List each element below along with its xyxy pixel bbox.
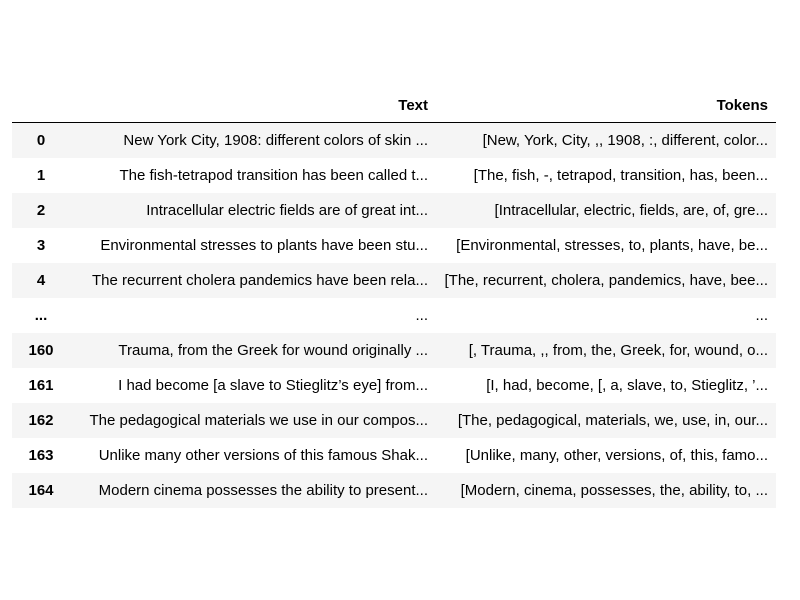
row-index: 163 — [28, 446, 54, 464]
text-cell: Modern cinema possesses the ability to present... — [98, 481, 428, 499]
tokens-cell: [The, fish, -, tetrapod, transition, has, been... — [473, 166, 768, 184]
table-row — [12, 158, 776, 193]
tokens-cell: [Intracellular, electric, fields, are, of, gre... — [494, 201, 768, 219]
ellipsis-row — [12, 298, 776, 333]
row-index: 164 — [28, 481, 54, 499]
row-index: 160 — [28, 341, 54, 359]
row-index: 1 — [36, 166, 46, 184]
table-row — [12, 123, 776, 158]
row-index: 4 — [36, 271, 46, 289]
row-index: 0 — [36, 131, 46, 149]
header-row — [12, 88, 776, 123]
row-index: ... — [34, 306, 48, 324]
table-row — [12, 368, 776, 403]
table-row — [12, 438, 776, 473]
tokens-cell: [The, pedagogical, materials, we, use, in, our... — [457, 411, 768, 429]
row-index: 3 — [36, 236, 46, 254]
index-column-header — [12, 88, 60, 123]
tokens-cell: [Unlike, many, other, versions, of, this, famo... — [465, 446, 768, 464]
table-row — [12, 193, 776, 228]
table-row — [12, 228, 776, 263]
row-index: 162 — [28, 411, 54, 429]
text-cell: Intracellular electric fields are of great int... — [146, 201, 428, 219]
tokens-cell: [The, recurrent, cholera, pandemics, have, bee... — [444, 271, 768, 289]
text-column-header: Text — [60, 88, 436, 123]
text-cell: New York City, 1908: different colors of skin ... — [123, 131, 428, 149]
tokens-cell: [, Trauma, ,, from, the, Greek, for, wound, o... — [468, 341, 768, 359]
text-cell: The fish-tetrapod transition has been called t... — [119, 166, 428, 184]
text-cell: ... — [415, 306, 428, 324]
table-row — [12, 333, 776, 368]
table-row — [12, 473, 776, 508]
text-cell: Trauma, from the Greek for wound originally ... — [118, 341, 428, 359]
row-index: 2 — [36, 201, 46, 219]
tokens-cell: [Environmental, stresses, to, plants, have, be... — [456, 236, 768, 254]
text-cell: The pedagogical materials we use in our compos... — [89, 411, 428, 429]
tokens-column-header: Tokens — [436, 88, 776, 123]
text-cell: Environmental stresses to plants have been stu... — [100, 236, 428, 254]
text-cell: I had become [a slave to Stieglitz’s eye] from... — [118, 376, 428, 394]
row-index: 161 — [28, 376, 54, 394]
table-row — [12, 403, 776, 438]
tokens-cell: [Modern, cinema, possesses, the, ability, to, ... — [460, 481, 768, 499]
table-row — [12, 263, 776, 298]
text-cell: The recurrent cholera pandemics have been rela... — [91, 271, 428, 289]
dataframe-output — [12, 88, 776, 508]
dataframe-table — [12, 88, 776, 508]
tokens-cell: ... — [755, 306, 768, 324]
tokens-cell: [New, York, City, ,, 1908, :, different, color... — [482, 131, 768, 149]
tokens-cell: [I, had, become, [, a, slave, to, Stieglitz, ’... — [486, 376, 768, 394]
text-cell: Unlike many other versions of this famous Shak... — [98, 446, 428, 464]
